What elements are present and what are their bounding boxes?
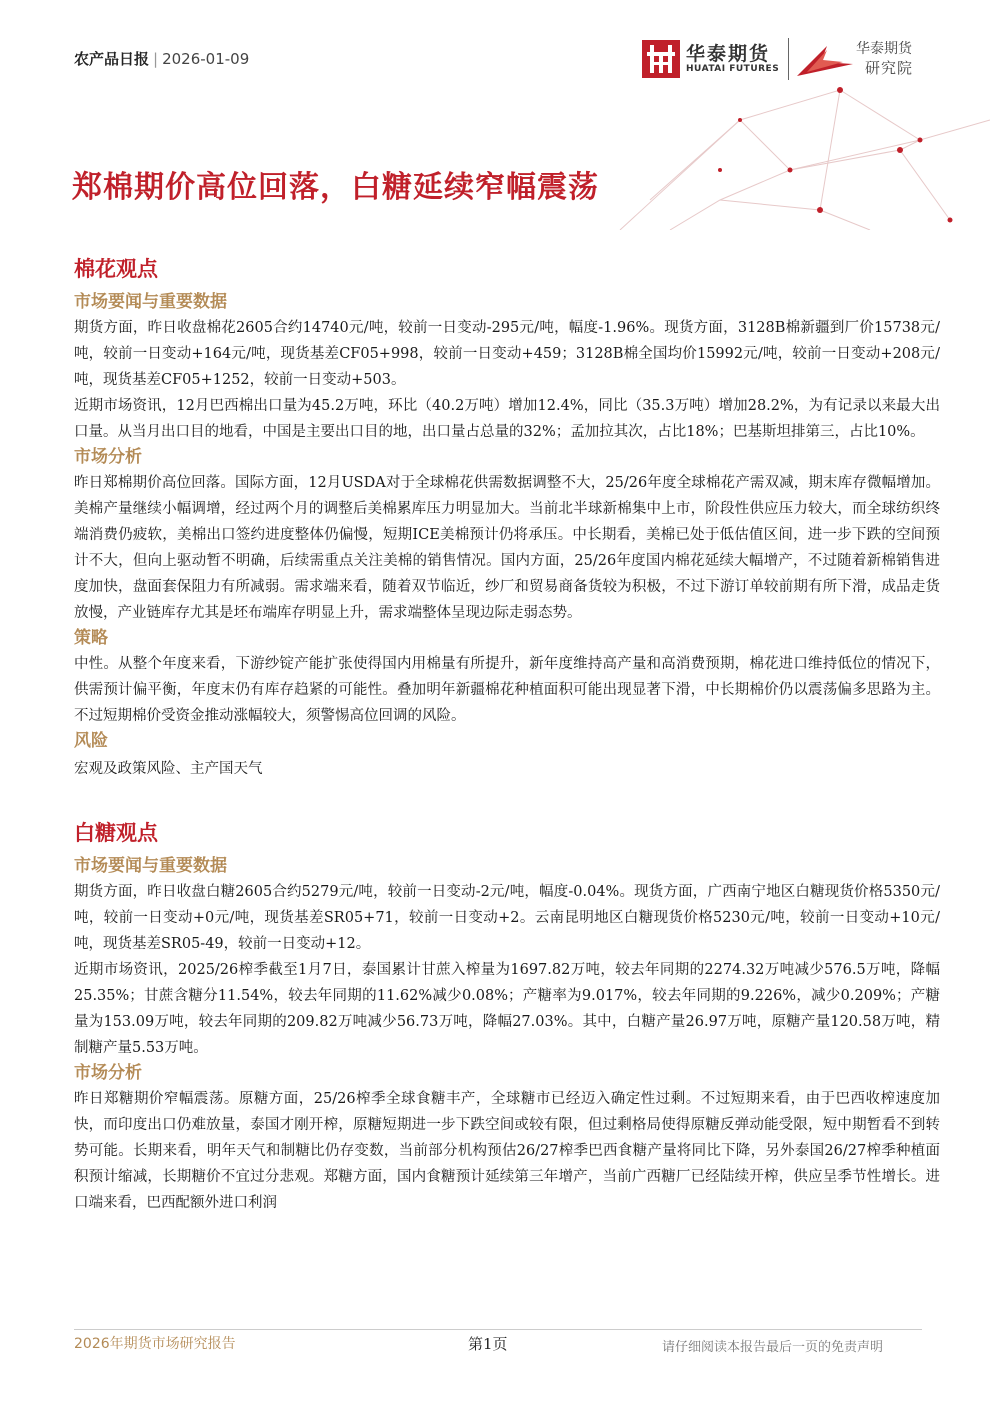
research-logo-line1: 华泰期货	[856, 41, 912, 57]
cotton-risk-paragraph: 宏观及政策风险、主产国天气	[74, 761, 263, 777]
sugar-heading: 白糖观点	[74, 821, 158, 845]
report-date: 2026-01-09	[162, 50, 250, 68]
footer-report-name: 2026年期货市场研究报告	[74, 1336, 236, 1352]
logo-subtitle: HUATAI FUTURES	[686, 64, 780, 74]
sugar-news-paragraph: 近期市场资讯，2025/26榨季截至1月7日，泰国累计甘蔗入榨量为1697.82万吨，较去年同期的2274.32万吨减少576.5万吨，降幅25.35%；甘蔗含糖分11.54%，较去年同期的11.62%减少0.08%；产糖率为9.017%，较去年同期的9.226%，减少0.209%；产糖量为153.09万吨，较去年同期的209.82万吨减少56.73万吨，降幅27.03%。其中，白糖产量26.97万吨，原糖产量120.58万吨，精制糖产量5.53万吨。	[74, 962, 940, 1056]
cotton-risk-title: 风险	[74, 731, 108, 751]
sugar-analysis-paragraph: 昨日郑糖期价窄幅震荡。原糖方面，25/26榨季全球食糖丰产，全球糖市已经迈入确定性过剩。不过短期来看，由于巴西收榨速度加快，而印度出口仍难放量，泰国才刚开榨，原糖短期进一步下跌空间或较有限，但过剩格局使得原糖反弹动能受限，短中期暂看不到转势可能。长期来看，明年天气和制糖比仍存变数，当前部分机构预估26/27榨季巴西食糖产量将同比下降，另外泰国26/27榨季种植面积预计缩减，长期糖价不宜过分悲观。郑糖方面，国内食糖预计延续第三年增产，当前广西糖厂已经陆续开榨，供应呈季节性增长。进口端来看，巴西配额外进口利润	[74, 1091, 940, 1211]
section-gap	[74, 782, 940, 818]
page-footer	[0, 1320, 992, 1380]
sugar-analysis-title: 市场分析	[74, 1063, 142, 1083]
sugar-news-title: 市场要闻与重要数据	[74, 856, 227, 876]
header-meta	[74, 48, 249, 69]
cotton-analysis-title: 市场分析	[74, 447, 142, 467]
cotton-news-title: 市场要闻与重要数据	[74, 292, 227, 312]
cotton-strategy-title: 策略	[74, 628, 108, 648]
logo-divider	[788, 38, 789, 80]
report-header	[0, 0, 992, 240]
cotton-analysis-paragraph: 昨日郑棉期价高位回落。国际方面，12月USDA对于全球棉花供需数据调整不大，25/26年度全球棉花产需双减，期末库存微幅增加。美棉产量继续小幅调增，经过两个月的调整后美棉累库压力明显加大。当前北半球新棉集中上市，阶段性供应压力较大，而全球纺织终端消费仍疲软，美棉出口签约进度整体仍偏慢，短期ICE美棉预计仍将承压。中长期看，美棉已处于低估值区间，进一步下跌的空间预计不大，但向上驱动暂不明确，后续需重点关注美棉的销售情况。国内方面，25/26年度国内棉花延续大幅增产，不过随着新棉销售进度加快，盘面套保阻力有所减弱。需求端来看，随着双节临近，纱厂和贸易商备货较为积极，不过下游订单较前期有所下滑，成品走货放慢，产业链库存尤其是坯布端库存明显上升，需求端整体呈现边际走弱态势。	[74, 475, 940, 621]
page-number: 第1页	[468, 1335, 508, 1353]
disclaimer-note: 请仔细阅读本报告最后一页的免责声明	[662, 1340, 884, 1355]
report-category: 农产品日报	[74, 50, 150, 68]
report-body	[74, 254, 940, 1216]
huatai-logo-icon	[642, 40, 680, 78]
cotton-futures-paragraph: 期货方面，昨日收盘棉花2605合约14740元/吨，较前一日变动-295元/吨，幅度-1.96%。现货方面，3128B棉新疆到厂价15738元/吨，较前一日变动+164元/吨，现货基差CF05+998，较前一日变动+459；3128B棉全国均价15992元/吨，较前一日变动+208元/吨，现货基差CF05+1252，较前一日变动+503。	[74, 320, 940, 388]
cotton-news-paragraph: 近期市场资讯，12月巴西棉出口量为45.2万吨，环比（40.2万吨）增加12.4%，同比（35.3万吨）增加28.2%，为有记录以来最大出口量。从当月出口目的地看，中国是主要出口目的地，出口量占总量的32%；孟加拉其次，占比18%；巴基斯坦排第三，占比10%。	[74, 398, 940, 440]
network-decoration	[590, 80, 990, 230]
research-logo-line2: 研究院	[865, 59, 914, 77]
logo-name: 华泰期货	[686, 43, 771, 65]
cotton-strategy-paragraph: 中性。从整个年度来看，下游纱锭产能扩张使得国内用棉量有所提升，新年度维持高产量和高消费预期，棉花进口维持低位的情况下，供需预计偏平衡，年度末仍有库存趋紧的可能性。叠加明年新疆棉花种植面积可能出现显著下滑，中长期棉价仍以震荡偏多思路为主。不过短期棉价受资金推动涨幅较大，须警惕高位回调的风险。	[74, 656, 940, 724]
cotton-section	[74, 254, 940, 782]
footer-divider	[74, 1329, 922, 1330]
report-title: 郑棉期价高位回落，白糖延续窄幅震荡	[72, 170, 599, 205]
sugar-section	[74, 818, 940, 1216]
sugar-futures-paragraph: 期货方面，昨日收盘白糖2605合约5279元/吨，较前一日变动-2元/吨，幅度-0.04%。现货方面，广西南宁地区白糖现货价格5350元/吨，较前一日变动+0元/吨，现货基差SR05+71，较前一日变动+2。云南昆明地区白糖现货价格5230元/吨，较前一日变动+10元/吨，现货基差SR05-49，较前一日变动+12。	[74, 884, 940, 952]
research-institute-logo-icon	[797, 42, 853, 78]
header-separator: |	[153, 50, 159, 68]
cotton-heading: 棉花观点	[74, 257, 158, 281]
